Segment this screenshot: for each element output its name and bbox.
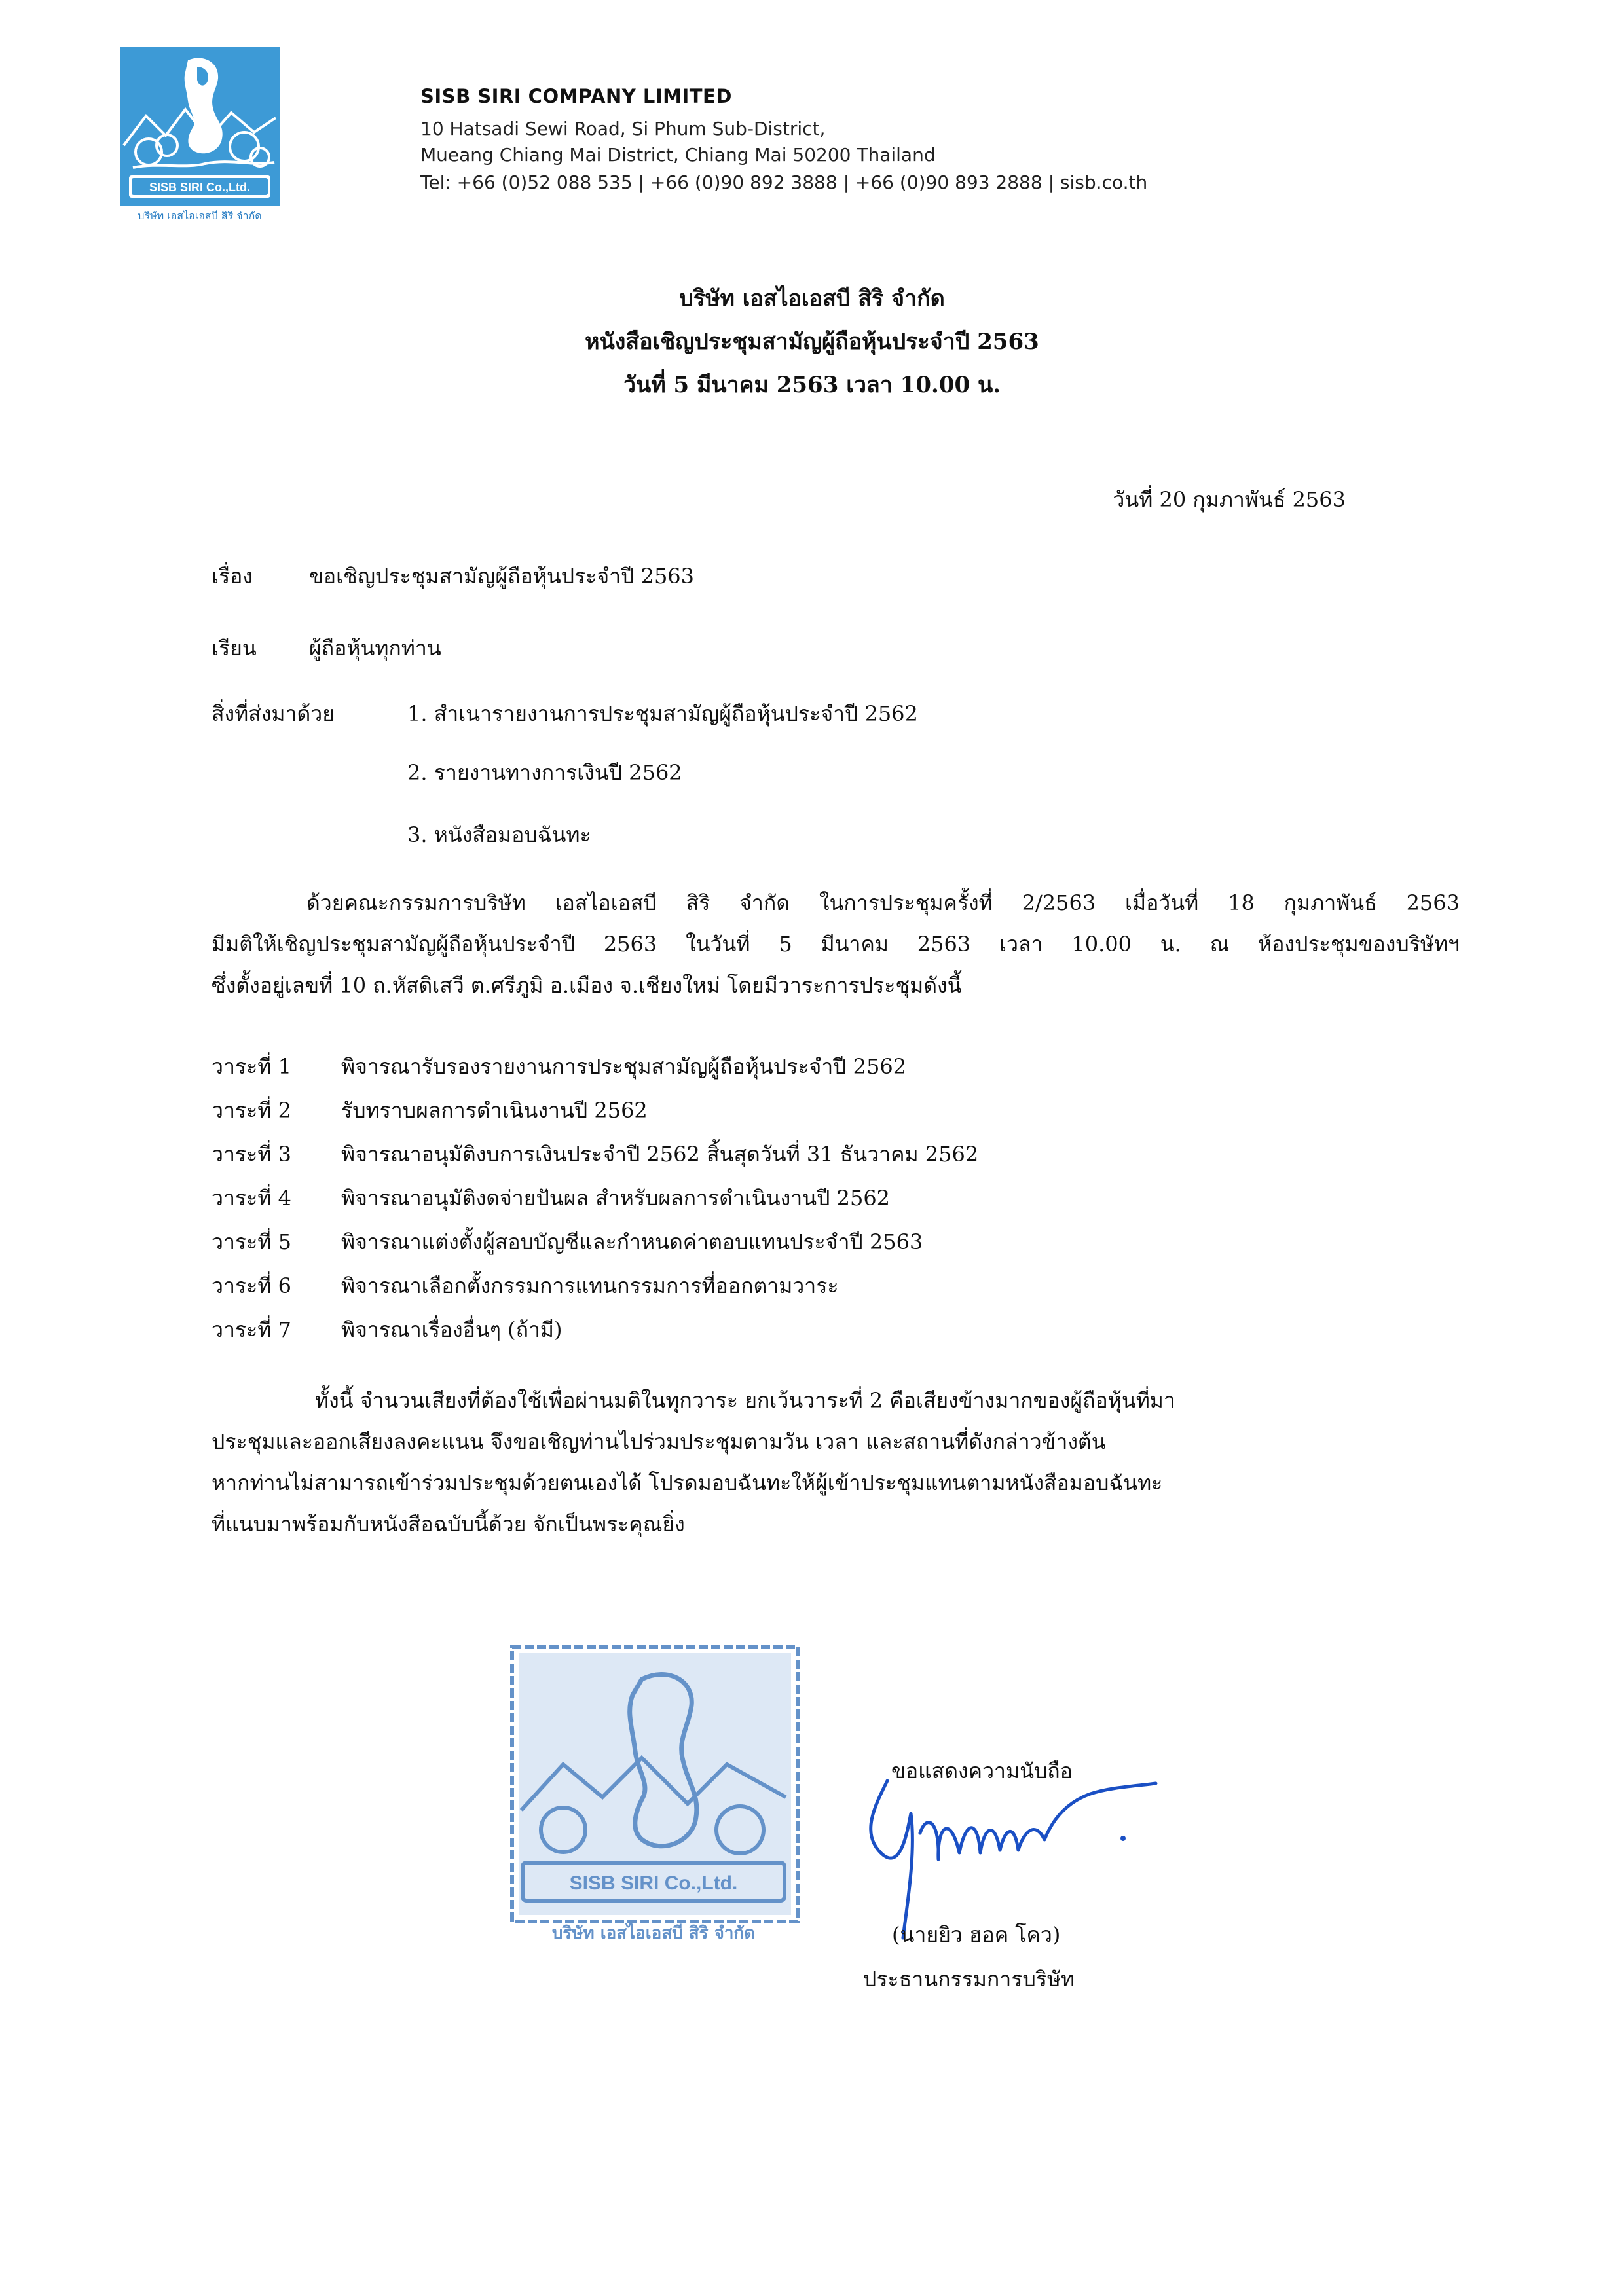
agenda-text: พิจารณาอนุมัติงดจ่ายปันผล สำหรับผลการดำเนินงานปี 2562 [341,1186,891,1211]
company-stamp [504,1640,805,1951]
heading-title: หนังสือเชิญประชุมสามัญผู้ถือหุ้นประจำปี 2563 [585,329,1039,355]
closing-line: ที่แนบมาพร้อมกับหนังสือฉบับนี้ด้วย จักเป็นพระคุณยิ่ง [212,1512,685,1537]
heading-meeting-datetime: วันที่ 5 มีนาคม 2563 เวลา 10.00 น. [623,372,1001,398]
agenda-number: วาระที่ 2 [212,1098,291,1123]
enclosure-item: 3. หนังสือมอบฉันทะ [407,822,591,847]
heading-company: บริษัท เอสไอเอสบี สิริ จำกัด [679,285,945,312]
company-address-line2: Mueang Chiang Mai District, Chiang Mai 50200 Thailand [420,144,936,166]
company-logo [120,47,280,206]
handwritten-signature [828,1755,1169,1944]
stamp-text: SISB SIRI Co.,Ltd. [569,1872,738,1894]
agenda-text: พิจารณาเลือกตั้งกรรมการแทนกรรมการที่ออกตามวาระ [341,1273,839,1298]
agenda-number: วาระที่ 4 [212,1186,291,1211]
recipient-value: ผู้ถือหุ้นทุกท่าน [309,636,441,661]
company-contact: Tel: +66 (0)52 088 535 | +66 (0)90 892 3888 | +66 (0)90 893 2888 | sisb.co.th [420,172,1148,193]
agenda-text: พิจารณาอนุมัติงบการเงินประจำปี 2562 สิ้นสุดวันที่ 31 ธันวาคม 2562 [341,1142,979,1167]
subject-value: ขอเชิญประชุมสามัญผู้ถือหุ้นประจำปี 2563 [309,564,695,589]
logo-caption: บริษัท เอสไอเอสบี สิริ จำกัด [138,210,262,222]
agenda-text: พิจารณารับรองรายงานการประชุมสามัญผู้ถือหุ้นประจำปี 2562 [341,1054,907,1079]
agenda-text: พิจารณาแต่งตั้งผู้สอบบัญชีและกำหนดค่าตอบแทนประจำปี 2563 [341,1230,923,1254]
agenda-number: วาระที่ 7 [212,1317,291,1342]
intro-line: มีมติให้เชิญประชุมสามัญผู้ถือหุ้นประจำปี 2563 ในวันที่ 5 มีนาคม 2563 เวลา 10.00 น. ณ ห้องประชุมของบริษัทฯ [212,932,1460,957]
enclosure-item: 2. รายงานทางการเงินปี 2562 [407,760,682,785]
closing-line: ประชุมและออกเสียงลงคะแนน จึงขอเชิญท่านไปร่วมประชุมตามวัน เวลา และสถานที่ดังกล่าวข้างต้น [212,1429,1106,1454]
closing-line: ทั้งนี้ จำนวนเสียงที่ต้องใช้เพื่อผ่านมติในทุกวาระ ยกเว้นวาระที่ 2 คือเสียงข้างมากของผู้ถือหุ้นที่มา [315,1388,1175,1413]
closing-paragraph [212,1380,1175,1545]
company-name: SISB SIRI COMPANY LIMITED [420,85,732,107]
agenda-number: วาระที่ 5 [212,1230,291,1254]
letter-date: วันที่ 20 กุมภาพันธ์ 2563 [1113,487,1346,512]
agenda-text: รับทราบผลการดำเนินงานปี 2562 [341,1098,648,1123]
signer-name: (นายยิว ฮอค โคว) [892,1922,1061,1947]
logo-text: SISB SIRI Co.,Ltd. [149,181,251,194]
stamp-caption: บริษัท เอสไอเอสบี สิริ จำกัด [551,1923,756,1943]
agenda-number: วาระที่ 1 [212,1054,291,1079]
intro-line: ด้วยคณะกรรมการบริษัท เอสไอเอสบี สิริ จำกัด ในการประชุมครั้งที่ 2/2563 เมื่อวันที่ 18 กุมภาพันธ์ 2563 [306,890,1460,915]
subject-label: เรื่อง [212,564,253,589]
closing-line: หากท่านไม่สามารถเข้าร่วมประชุมด้วยตนเองได้ โปรดมอบฉันทะให้ผู้เข้าประชุมแทนตามหนังสือมอบฉันทะ [212,1470,1163,1495]
enclosures-label: สิ่งที่ส่งมาด้วย [212,701,335,726]
intro-line: ซึ่งตั้งอยู่เลขที่ 10 ถ.หัสดิเสวี ต.ศรีภูมิ อ.เมือง จ.เชียงใหม่ โดยมีวาระการประชุมดังนี้ [212,973,962,998]
agenda-number: วาระที่ 3 [212,1142,291,1167]
company-address-line1: 10 Hatsadi Sewi Road, Si Phum Sub-District, [420,118,826,139]
closing-regards: ขอแสดงความนับถือ [891,1758,1073,1783]
enclosure-item: 1. สำเนารายงานการประชุมสามัญผู้ถือหุ้นประจำปี 2562 [407,701,918,726]
agenda-text: พิจารณาเรื่องอื่นๆ (ถ้ามี) [341,1317,563,1342]
signer-position: ประธานกรรมการบริษัท [863,1967,1075,1992]
intro-paragraph [212,883,1460,1006]
agenda-number: วาระที่ 6 [212,1273,291,1298]
recipient-label: เรียน [212,636,257,661]
merlion-logo-icon [120,47,280,206]
